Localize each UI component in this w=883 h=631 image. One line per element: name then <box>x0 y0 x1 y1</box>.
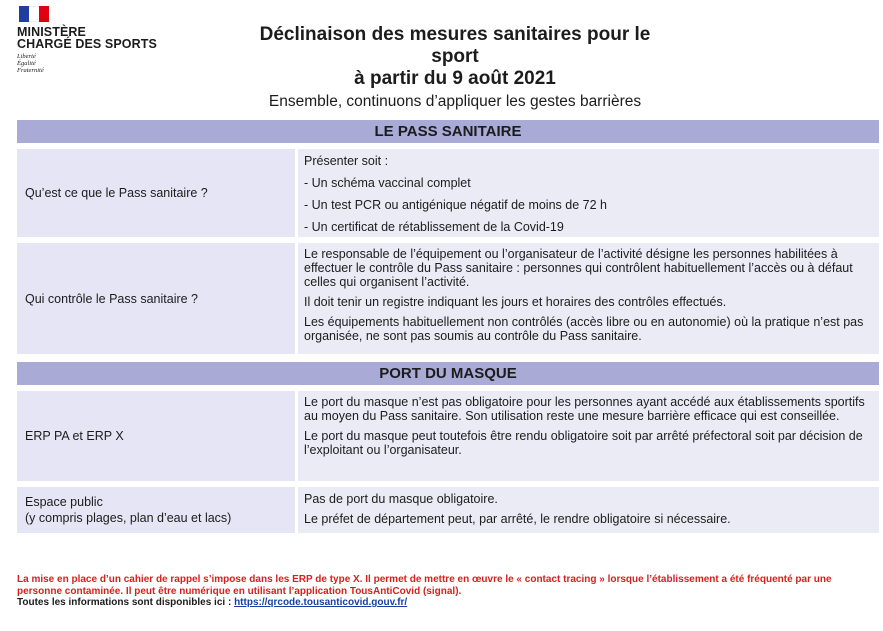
row-content <box>298 391 879 481</box>
content-paragraph: Il doit tenir un registre indiquant les jours et horaires des contrôles effectués. <box>304 295 727 309</box>
content-line: Pas de port du masque obligatoire. <box>304 492 498 506</box>
subtitle: Ensemble, continuons d’appliquer les gestes barrières <box>268 93 642 110</box>
ministry-logo <box>17 6 167 74</box>
info-link[interactable]: https://qrcode.tousanticovid.gouv.fr/ <box>234 597 408 608</box>
section-heading-pass-sanitaire: LE PASS SANITAIRE <box>17 120 879 143</box>
content-paragraph: Le responsable de l’équipement ou l’organisateur de l’activité désigne les personnes habilitées à effectuer le contrôle du Pass sanitaire : personnes qui contrôlent habituellement l’accès ou à défaut celles qui organisent l’activité. <box>304 247 853 289</box>
contact-tracing-note: La mise en place d’un cahier de rappel s’impose dans les ERP de type X. Il permet de mettre en œuvre le « contact tracing » lorsque l’établissement a été fréquenté par une personne contaminée. Il peut être numérique en utilisant l’application TousAntiCovid (signal). <box>17 574 832 597</box>
ministry-line-2: CHARGÉ DES SPORTS <box>17 37 157 51</box>
motto-egalite: Égalité <box>17 60 36 67</box>
section-heading-port-du-masque: PORT DU MASQUE <box>17 362 879 385</box>
republic-motto <box>17 53 167 74</box>
content-line: Le préfet de département peut, par arrêté, le rendre obligatoire si nécessaire. <box>304 512 731 526</box>
row-content <box>298 243 879 354</box>
table-row <box>17 487 879 533</box>
motto-fraternite: Fraternité <box>17 67 44 74</box>
row-label: Qu’est ce que le Pass sanitaire ? <box>17 149 295 237</box>
ministry-line-1: MINISTÈRE <box>17 25 86 39</box>
footer-notes <box>17 574 879 609</box>
content-line: - Un schéma vaccinal complet <box>304 176 471 190</box>
info-line <box>17 597 879 609</box>
document-header <box>240 24 670 112</box>
row-label <box>17 487 295 533</box>
content-paragraph: Le port du masque n’est pas obligatoire pour les personnes ayant accédé aux établissements sportifs au moyen du Pass sanitaire. Son utilisation reste une mesure barrière efficace qui est conseillée. <box>304 395 865 423</box>
content-line: - Un certificat de rétablissement de la Covid-19 <box>304 220 564 234</box>
table-row <box>17 391 879 481</box>
title-line-1: Déclinaison des mesures sanitaires pour le sport <box>259 24 651 67</box>
row-label-line-2: (y compris plages, plan d’eau et lacs) <box>25 511 232 525</box>
content-paragraph: Les équipements habituellement non contrôlés (accès libre ou en autonomie) où la pratique n’est pas organisée, ne sont pas soumis au contrôle du Pass sanitaire. <box>304 315 864 343</box>
row-content <box>298 487 879 533</box>
row-content <box>298 149 879 237</box>
content-paragraph: Le port du masque peut toutefois être rendu obligatoire soit par arrêté préfectoral soit par décision de l’exploitant ou l’organisateur. <box>304 429 863 457</box>
info-prefix: Toutes les informations sont disponibles ici : <box>17 597 235 608</box>
row-label: Qui contrôle le Pass sanitaire ? <box>17 243 295 354</box>
content-line: Présenter soit : <box>304 154 389 168</box>
title-line-2: à partir du 9 août 2021 <box>354 68 556 89</box>
french-flag-icon <box>19 6 49 22</box>
row-label-line-1: Espace public <box>25 495 103 509</box>
row-label: ERP PA et ERP X <box>17 391 295 481</box>
table-row <box>17 149 879 237</box>
ministry-name <box>17 26 167 50</box>
table-row <box>17 243 879 354</box>
motto-liberte: Liberté <box>17 53 36 60</box>
content-line: - Un test PCR ou antigénique négatif de moins de 72 h <box>304 198 607 212</box>
